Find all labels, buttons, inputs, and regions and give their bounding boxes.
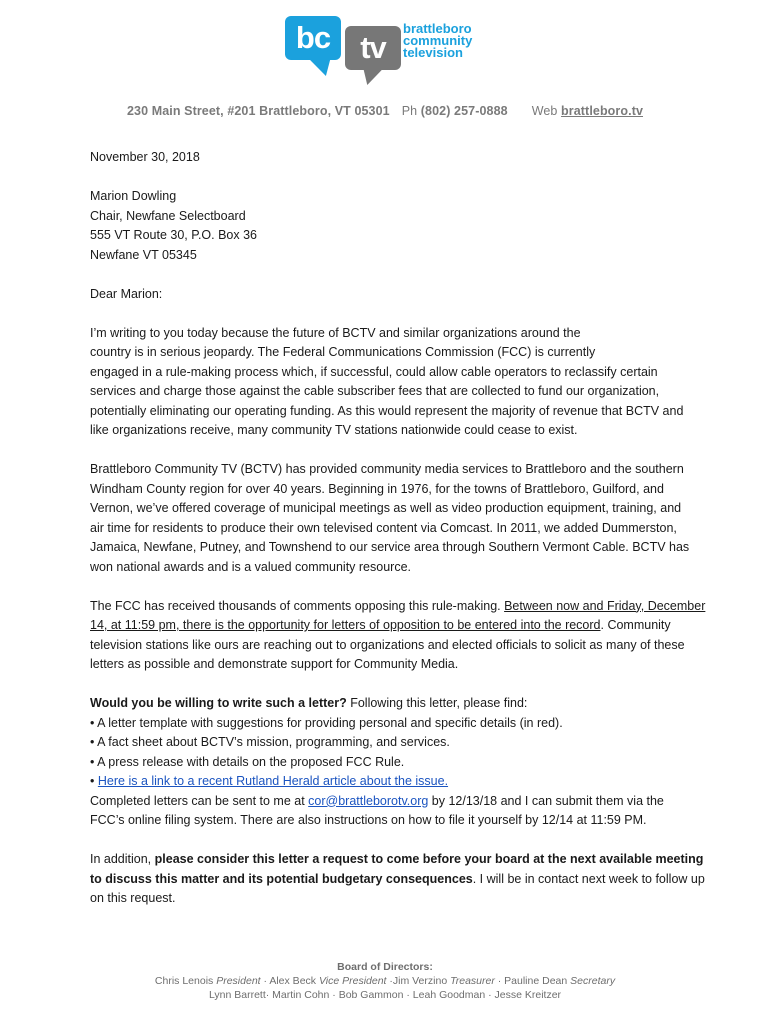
board-member-role: Treasurer: [450, 975, 495, 987]
recipient-block: [90, 187, 730, 265]
paragraph-line: Jamaica, Newfane, Putney, and Townshend to our service area through Southern Vermont Cable. BCTV has: [90, 540, 690, 554]
paragraph-text: Completed letters can be sent to me at: [90, 793, 309, 808]
board-title: Board of Directors:: [337, 961, 433, 973]
website-link[interactable]: brattleboro.tv: [561, 104, 644, 118]
paragraph-line: [90, 850, 730, 870]
board-member-role: Vice President: [318, 975, 387, 987]
bctv-logo: [285, 14, 490, 86]
letter-date: November 30, 2018: [90, 150, 200, 164]
request-bold: please consider this letter a request to come before your board at the next available meeting: [154, 852, 704, 866]
recipient-name: Marion Dowling: [90, 189, 177, 203]
address-line: [0, 104, 770, 118]
paragraph-text: . I will be in contact next week to follow up: [472, 871, 705, 886]
logo-word-community: community: [403, 33, 473, 48]
bullet-item: • A fact sheet about BCTV’s mission, programming, and services.: [90, 735, 450, 749]
logo-tv-bubble-tail: [358, 70, 381, 85]
board-member-role: President: [216, 975, 261, 987]
paragraph-line: Vernon, we’ve offered coverage of municipal meetings as well as video production equipment, training, and: [90, 501, 682, 515]
recipient-title: Chair, Newfane Selectboard: [90, 208, 246, 223]
web-label: Web: [531, 104, 558, 118]
paragraph-line: air time for residents to produce their own televised content via Comcast. In 2011, we added Dummerston,: [90, 520, 677, 535]
paragraph-line: [90, 694, 730, 714]
phone-label: Ph: [401, 104, 418, 118]
paragraph-5: [90, 850, 730, 909]
email-link[interactable]: cor@brattleborotv.org: [308, 793, 429, 808]
phone-number: (802) 257-0888: [420, 104, 508, 118]
board-member-name: Jim Verzino: [392, 975, 448, 987]
deadline-text: Between now and Friday, December: [504, 598, 706, 613]
paragraph-text: In addition,: [90, 852, 155, 866]
footer-board: [0, 960, 770, 1002]
paragraph-3: [90, 597, 730, 675]
paragraph-line: Brattleboro Community TV (BCTV) has provided community media services to Brattleboro and the southern: [90, 462, 684, 476]
letter-body: [90, 148, 730, 928]
paragraph-line: on this request.: [90, 891, 176, 905]
bullet-item: • A letter template with suggestions for providing personal and specific details (in red).: [90, 715, 563, 730]
board-member-role: Secretary: [570, 975, 616, 987]
paragraph-line: [90, 870, 730, 890]
logo-word-brattleboro: brattleboro: [403, 21, 472, 36]
paragraph-line: Windham County region for over 40 years. Beginning in 1976, for the towns of Brattleboro, Guilford, and: [90, 481, 664, 496]
greeting: Dear Marion:: [90, 286, 163, 301]
logo-bc-bubble: bc: [285, 16, 341, 60]
board-member-name: Alex Beck: [269, 975, 317, 987]
bullet-item: • A press release with details on the proposed FCC Rule.: [90, 754, 405, 769]
question-bold: Would you be willing to write such a letter?: [90, 696, 347, 710]
request-bold: to discuss this matter and its potential budgetary consequences: [90, 871, 473, 886]
bullet-item: [90, 772, 730, 792]
paragraph-text: Following this letter, please find:: [346, 696, 528, 710]
paragraph-4: [90, 694, 730, 831]
paragraph-line: [90, 597, 730, 617]
paragraph-2: [90, 460, 730, 577]
recipient-city: Newfane VT 05345: [90, 247, 197, 262]
board-line-1: Chris Lenois President · Alex Beck Vice President ·Jim Verzino Treasurer · Pauline Dean Secretary: [154, 975, 616, 987]
logo-tv-bubble: tv: [345, 26, 401, 70]
recipient-street: 555 VT Route 30, P.O. Box 36: [90, 228, 258, 242]
board-member-name: Chris Lenois: [154, 975, 214, 987]
paragraph-line: like organizations receive, many community TV stations nationwide could cease to exist.: [90, 423, 578, 437]
logo-word-television: television: [403, 45, 463, 60]
board-line-2: Lynn Barrett· Martin Cohn · Bob Gammon · Leah Goodman · Jesse Kreitzer: [208, 989, 562, 1001]
paragraph-1: [90, 324, 730, 441]
paragraph-text: by 12/13/18 and I can submit them via the: [428, 793, 664, 808]
rutland-herald-link[interactable]: Here is a link to a recent Rutland Herald article about the issue.: [97, 774, 449, 788]
paragraph-line: I’m writing to you today because the future of BCTV and similar organizations around the: [90, 325, 581, 340]
logo-bc-bubble-tail: [310, 60, 336, 76]
paragraph-line: engaged in a rule-making process which, if successful, could allow cable operators to reclassify certain: [90, 364, 658, 379]
paragraph-line: letters as possible and demonstrate support for Community Media.: [90, 657, 459, 671]
logo-wordmark: [403, 23, 472, 59]
paragraph-line: [90, 792, 730, 812]
paragraph-line: [90, 616, 730, 636]
board-member-name: Pauline Dean: [504, 975, 568, 987]
paragraph-line: country is in serious jeopardy. The Federal Communications Commission (FCC) is currently: [90, 345, 596, 359]
paragraph-line: potentially eliminating our operating funding. As this would represent the majority of revenue that BCTV and: [90, 403, 684, 418]
street-address: 230 Main Street, #201 Brattleboro, VT 05301: [126, 104, 390, 118]
bullet-glyph: •: [90, 774, 95, 788]
paragraph-text: . Community: [600, 618, 671, 632]
paragraph-line: television stations like ours are reaching out to organizations and elected officials to solicit as many of these: [90, 637, 685, 652]
paragraph-line: won national awards and is a valued community resource.: [90, 559, 412, 574]
paragraph-line: services and charge those against the cable subscriber fees that are collected to fund our organization,: [90, 384, 660, 398]
paragraph-line: FCC’s online filing system. There are also instructions on how to file it yourself by 12/14 at 11:59 PM.: [90, 813, 647, 827]
paragraph-text: The FCC has received thousands of comments opposing this rule-making.: [90, 598, 505, 613]
deadline-text: 14, at 11:59 pm, there is the opportunity for letters of opposition to be entered into the record: [90, 618, 601, 632]
